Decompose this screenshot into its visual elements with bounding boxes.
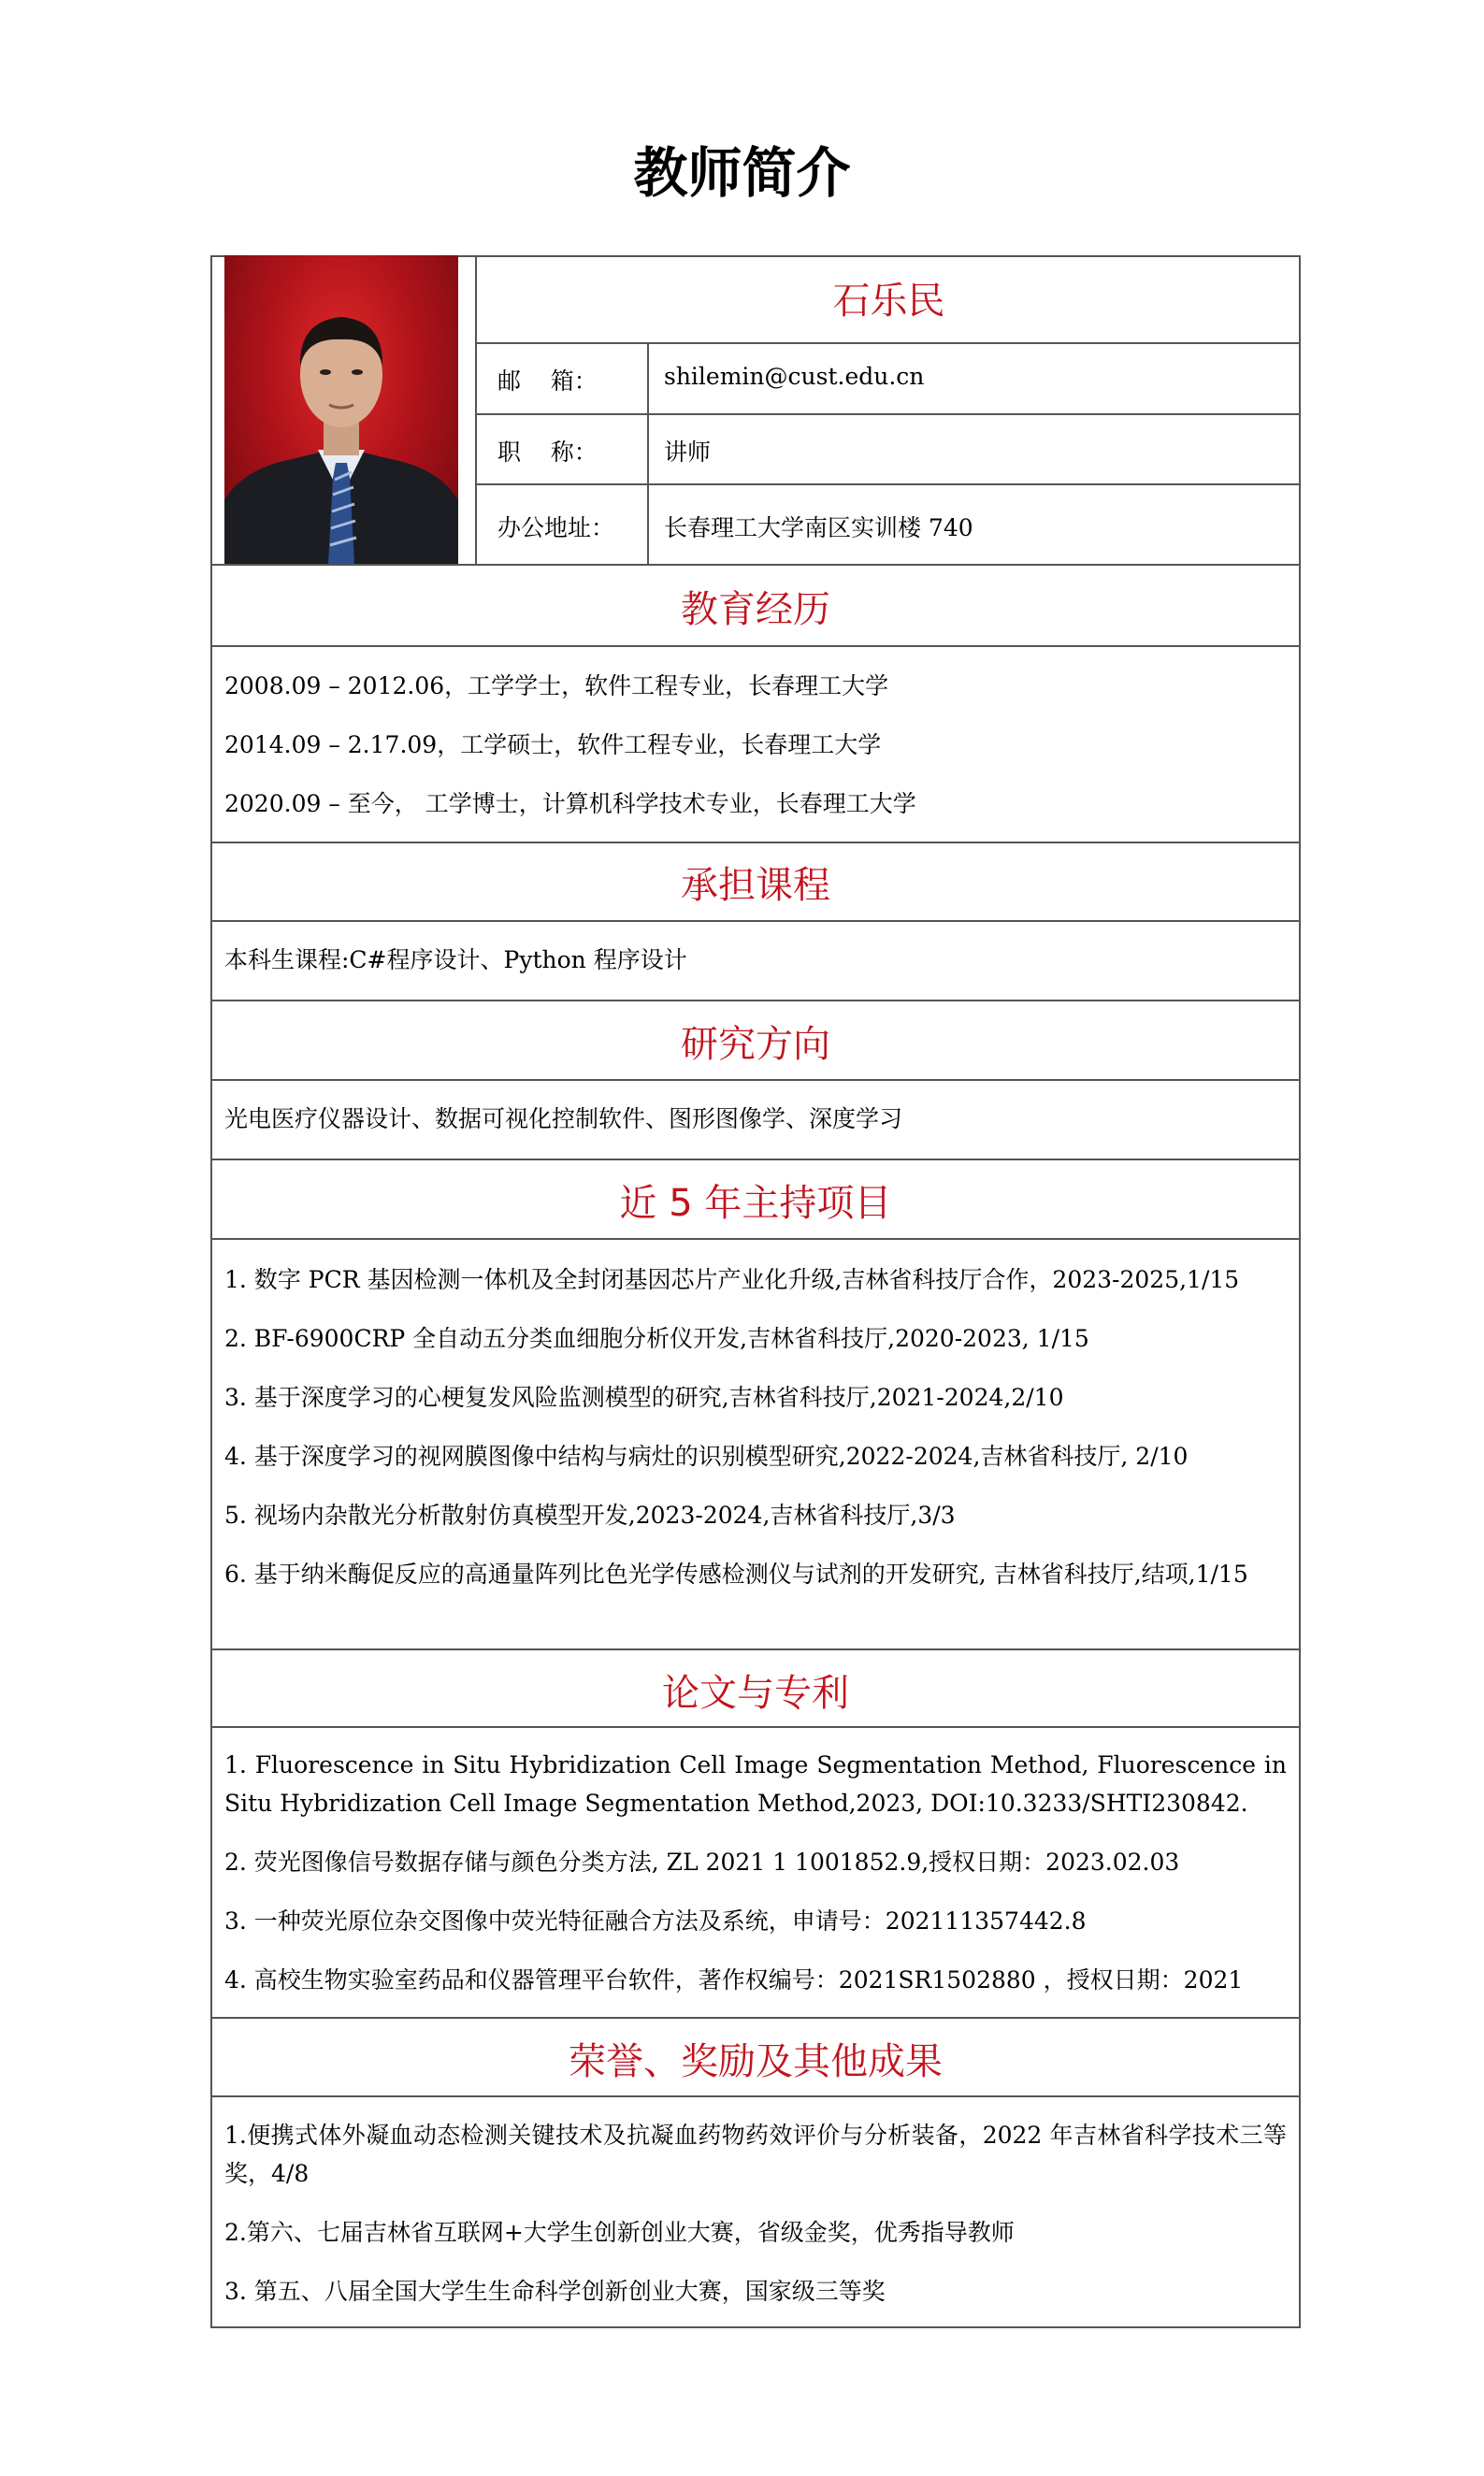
divider xyxy=(210,1238,1301,1240)
teacher-name: 石乐民 xyxy=(832,280,945,323)
courses-heading: 承担课程 xyxy=(681,864,830,907)
honor-item: 3. 第五、八届全国大学生生命科学创新创业大赛，国家级三等奖 xyxy=(224,2278,886,2305)
divider xyxy=(647,342,649,566)
research-text: 光电医疗仪器设计、数据可视化控制软件、图形图像学、深度学习 xyxy=(224,1105,903,1132)
project-item: 4. 基于深度学习的视网膜图像中结构与病灶的识别模型研究,2022-2024,吉林省科技厅, 2/10 xyxy=(224,1443,1189,1470)
email-label: 邮 箱： xyxy=(497,367,598,395)
research-heading: 研究方向 xyxy=(681,1023,830,1066)
divider xyxy=(210,1726,1301,1728)
project-item: 5. 视场内杂散光分析散射仿真模型开发,2023-2024,吉林省科技厅,3/3 xyxy=(224,1502,956,1529)
divider xyxy=(210,1079,1301,1081)
divider xyxy=(210,564,1301,566)
paper-item: 1. Fluorescence in Situ Hybridization Cell Image Segmentation Method, Fluorescence in Situ Hybridization Cell Image Segmentation Method,2023, DOI:10.3233/SHTI230842. xyxy=(224,1751,1287,1817)
paper-item: 3. 一种荧光原位杂交图像中荧光特征融合方法及系统，申请号：202111357442.8 xyxy=(224,1907,1087,1935)
education-item: 2014.09 – 2.17.09，工学硕士，软件工程专业，长春理工大学 xyxy=(224,731,882,758)
education-item: 2020.09 – 至今， 工学博士，计算机科学技术专业，长春理工大学 xyxy=(224,790,916,817)
title-label: 职 称： xyxy=(497,439,598,466)
papers-heading: 论文与专利 xyxy=(662,1672,849,1715)
courses-text: 本科生课程:C#程序设计、Python 程序设计 xyxy=(224,946,687,973)
email-value: shilemin@cust.edu.cn xyxy=(664,363,925,390)
divider xyxy=(210,2095,1301,2097)
honors-heading: 荣誉、奖励及其他成果 xyxy=(569,2040,943,2083)
divider xyxy=(210,645,1301,647)
education-item: 2008.09 – 2012.06，工学学士，软件工程专业，长春理工大学 xyxy=(224,672,889,699)
divider xyxy=(475,413,1301,415)
divider xyxy=(210,842,1301,843)
title-value: 讲师 xyxy=(664,439,712,466)
divider xyxy=(475,342,1301,344)
honor-item: 2.第六、七届吉林省互联网+大学生创新创业大赛，省级金奖，优秀指导教师 xyxy=(224,2219,1015,2246)
paper-item: 4. 高校生物实验室药品和仪器管理平台软件，著作权编号：2021SR1502880 ，授权日期：2021 xyxy=(224,1966,1244,1994)
paper-item: 2. 荧光图像信号数据存储与颜色分类方法, ZL 2021 1 1001852.9,授权日期：2023.02.03 xyxy=(224,1849,1180,1876)
divider xyxy=(210,2017,1301,2019)
project-item: 1. 数字 PCR 基因检测一体机及全封闭基因芯片产业化升级,吉林省科技厅合作，2023-2025,1/15 xyxy=(224,1266,1240,1293)
office-label: 办公地址： xyxy=(497,514,615,541)
project-item: 3. 基于深度学习的心梗复发风险监测模型的研究,吉林省科技厅,2021-2024,2/10 xyxy=(224,1384,1064,1411)
divider xyxy=(210,1648,1301,1650)
office-value: 长春理工大学南区实训楼 740 xyxy=(664,514,973,541)
project-item: 6. 基于纳米酶促反应的高通量阵列比色光学传感检测仪与试剂的开发研究, 吉林省科技厅,结项,1/15 xyxy=(224,1561,1248,1588)
honor-item: 1.便携式体外凝血动态检测关键技术及抗凝血药物药效评价与分析装备，2022 年吉林省科学技术三等奖，4/8 xyxy=(224,2122,1287,2187)
projects-heading: 近 5 年主持项目 xyxy=(619,1182,892,1225)
project-item: 2. BF-6900CRP 全自动五分类血细胞分析仪开发,吉林省科技厅,2020-2023, 1/15 xyxy=(224,1325,1089,1352)
education-heading: 教育经历 xyxy=(681,588,830,631)
profile-photo xyxy=(224,255,458,564)
page-title: 教师简介 xyxy=(633,141,851,205)
divider xyxy=(210,920,1301,922)
divider xyxy=(210,1000,1301,1001)
divider xyxy=(475,483,1301,485)
divider xyxy=(210,1159,1301,1160)
